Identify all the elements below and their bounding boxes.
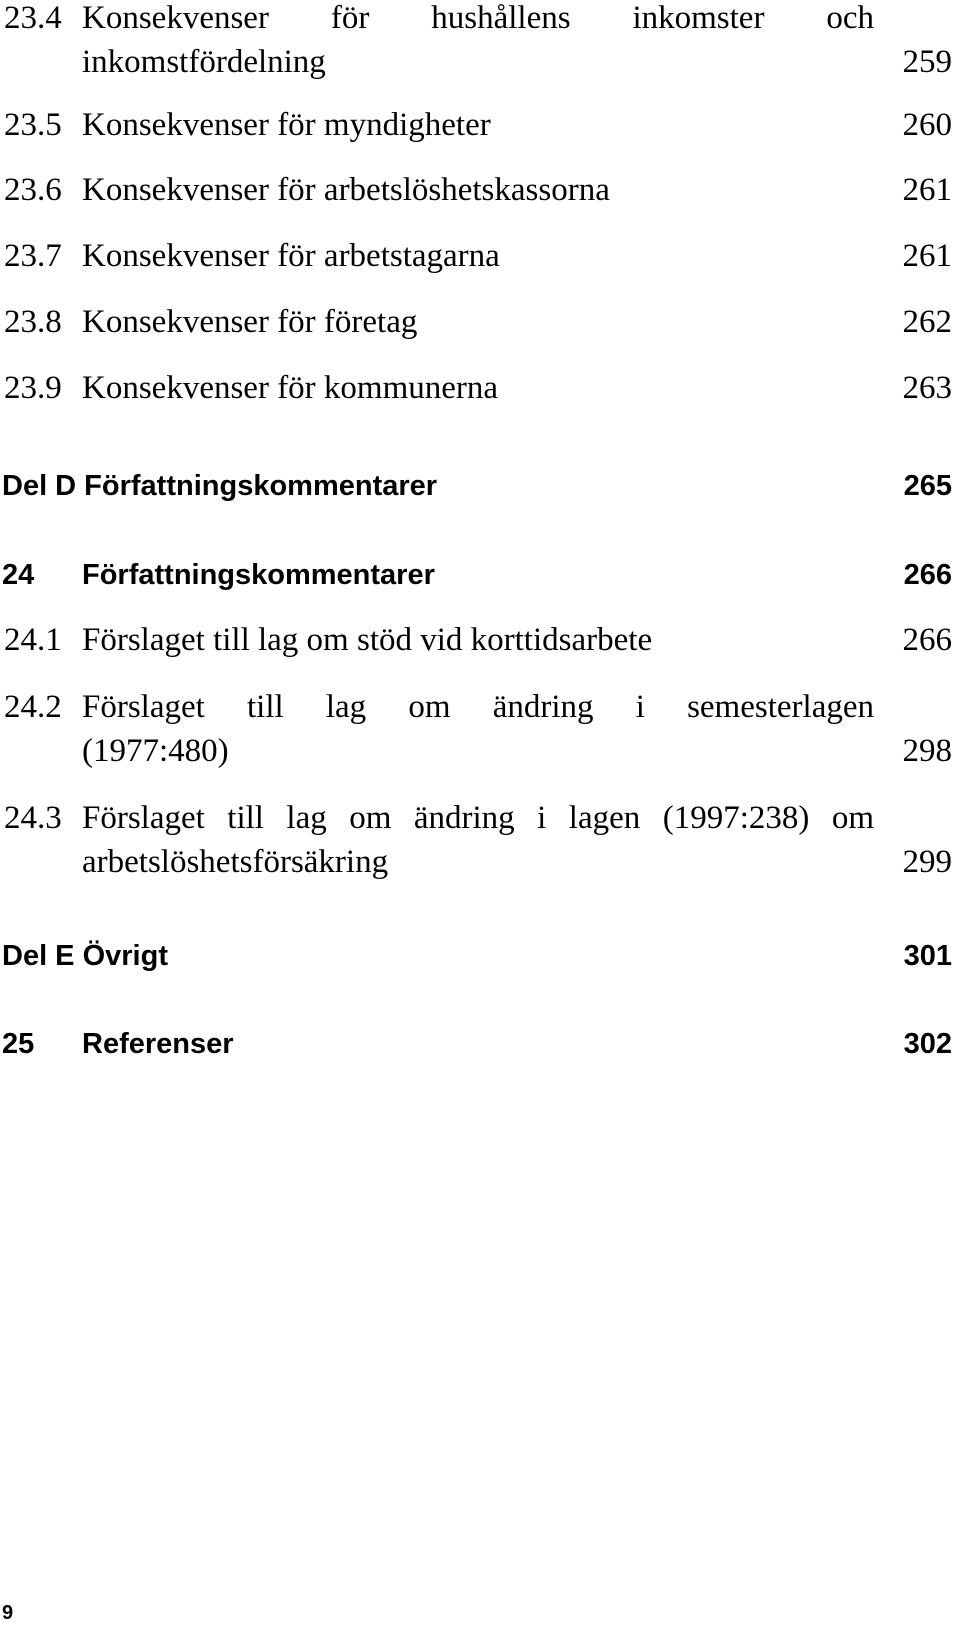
page-number: 261: [902, 238, 952, 274]
section-title-continued: (1977:480): [82, 733, 229, 769]
section-number: 24.1: [4, 622, 62, 658]
section-title: Konsekvenser för arbetstagarna: [82, 238, 500, 274]
toc-chapter-25[interactable]: [0, 1022, 952, 1066]
page-number: 266: [902, 622, 952, 658]
section-title: Konsekvenser för hushållens inkomster och: [82, 0, 874, 36]
page-number: 301: [903, 940, 952, 972]
toc-entry-23-7[interactable]: [0, 234, 952, 278]
toc-entry-24-3[interactable]: [0, 796, 952, 884]
section-title: Förslaget till lag om ändring i lagen (1997:238) om: [82, 800, 874, 836]
toc-entry-24-2[interactable]: [0, 685, 952, 773]
toc-entry-23-6[interactable]: [0, 168, 952, 212]
part-label: Del D Författningskommentarer: [2, 470, 438, 502]
section-title: Förslaget till lag om ändring i semesterlagen: [82, 689, 874, 725]
toc-entry-23-5[interactable]: [0, 103, 952, 147]
section-title-continued: inkomstfördelning: [82, 44, 326, 80]
part-label: Del E Övrigt: [2, 940, 168, 972]
toc-entry-23-9[interactable]: [0, 366, 952, 410]
toc-part-e[interactable]: [0, 934, 952, 978]
section-title-continued: arbetslöshetsförsäkring: [82, 844, 389, 880]
page-number: 262: [902, 304, 952, 340]
section-number: 23.4: [4, 0, 62, 36]
chapter-number: 25: [2, 1028, 35, 1060]
page-number: 265: [903, 470, 952, 502]
toc-entry-24-1[interactable]: [0, 618, 952, 662]
chapter-title: Referenser: [82, 1028, 234, 1060]
section-number: 23.8: [4, 304, 62, 340]
footer-page-number: 9: [2, 1602, 14, 1624]
page-number: 263: [902, 370, 952, 406]
toc-entry-23-4[interactable]: [0, 0, 952, 84]
section-number: 23.7: [4, 238, 62, 274]
toc-part-d[interactable]: [0, 464, 952, 508]
section-title: Konsekvenser för företag: [82, 304, 418, 340]
section-title: Konsekvenser för arbetslöshetskassorna: [82, 172, 610, 208]
section-number: 23.9: [4, 370, 62, 406]
section-number: 24.3: [4, 800, 62, 836]
section-title: Konsekvenser för myndigheter: [82, 107, 491, 143]
toc-entry-23-8[interactable]: [0, 300, 952, 344]
section-number: 23.6: [4, 172, 62, 208]
chapter-number: 24: [2, 559, 35, 591]
section-title: Konsekvenser för kommunerna: [82, 370, 499, 406]
page-number: 260: [902, 107, 952, 143]
section-number: 23.5: [4, 107, 62, 143]
page-number: 298: [902, 733, 952, 769]
page-number: 299: [902, 844, 952, 880]
section-title: Förslaget till lag om stöd vid korttidsarbete: [82, 622, 653, 658]
page-number: 302: [903, 1028, 952, 1060]
section-number: 24.2: [4, 689, 62, 725]
page-number: 259: [902, 44, 952, 80]
page-number: 261: [902, 172, 952, 208]
chapter-title: Författningskommentarer: [82, 559, 435, 591]
toc-chapter-24[interactable]: [0, 553, 952, 597]
page-number: 266: [903, 559, 952, 591]
